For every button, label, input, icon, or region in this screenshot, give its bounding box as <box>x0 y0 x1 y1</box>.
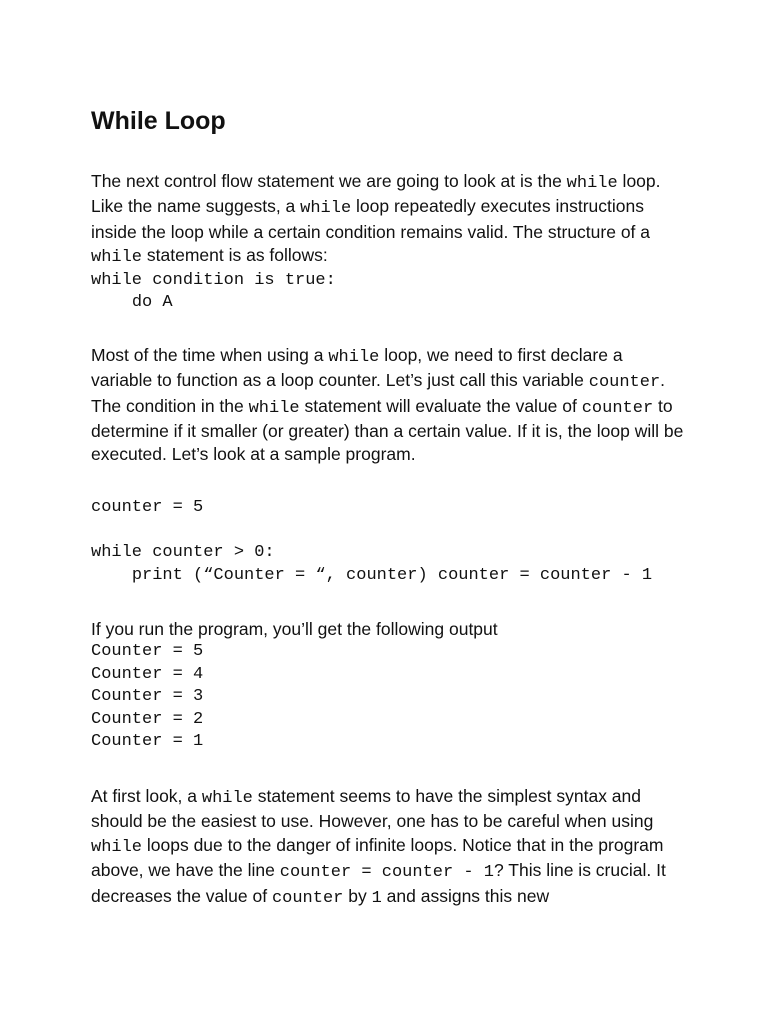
output-intro-paragraph: If you run the program, you’ll get the following output <box>91 618 498 639</box>
inline-code: counter = counter - 1 <box>279 863 494 883</box>
text-run: by <box>343 885 372 906</box>
text-run: and assigns this new <box>381 885 550 906</box>
inline-code: while <box>248 398 300 418</box>
text-run: loops due to the danger of infinite loops. Notice that in the program above, we have the line <box>91 834 664 881</box>
structure-code-block: while condition is true: do A <box>91 270 336 313</box>
inline-code: while <box>91 248 143 268</box>
text-run: statement is as follows: <box>142 245 328 266</box>
text-run: statement will evaluate the value of <box>299 395 582 416</box>
text-run: loop. Like the name suggests, a <box>91 171 661 217</box>
spacer <box>91 754 687 785</box>
inline-code: counter <box>271 888 344 908</box>
program-output-block: Counter = 5 Counter = 4 Counter = 3 Counter = 2 Counter = 1 <box>91 642 204 752</box>
inline-code: counter <box>581 398 654 418</box>
counter-paragraph <box>91 344 687 467</box>
spacer <box>91 315 687 344</box>
text-run: . The condition in the <box>91 370 666 416</box>
inline-code: while <box>201 789 253 808</box>
inline-code: 1 <box>371 888 382 908</box>
text-run: Most of the time when using a <box>91 344 329 365</box>
infinite-loop-paragraph <box>91 785 687 910</box>
text-run: to determine if it smaller (or greater) than a certain value. If it is, the loop will be executed. Let’s look at a sample program. <box>91 395 684 465</box>
inline-code: while <box>91 837 143 857</box>
text-run: At first look, a <box>91 786 202 806</box>
text-run: loop, we need to first declare a variable to function as a loop counter. Let’s just call this variable <box>91 344 623 391</box>
inline-code: while <box>300 199 352 219</box>
spacer <box>91 519 687 542</box>
inline-code: while <box>328 347 380 367</box>
text-run: statement seems to have the simplest syntax and should be the easiest to use. However, one has to be careful when using <box>91 786 654 832</box>
page-title: While Loop <box>91 107 226 135</box>
loop-code-block: while counter > 0: print (“Counter = “, counter) counter = counter - 1 <box>91 543 653 586</box>
text-run: The next control flow statement we are going to look at is the <box>91 171 567 191</box>
spacer <box>91 588 687 618</box>
text-run: ? This line is crucial. It decreases the value of <box>91 860 666 906</box>
inline-code: counter <box>588 373 661 393</box>
assign-code-block: counter = 5 <box>91 497 204 517</box>
inline-code: while <box>566 174 618 193</box>
document-body <box>91 106 687 910</box>
text-run: loop repeatedly executes instructions inside the loop while a certain condition remains valid. The structure of a <box>91 196 651 242</box>
spacer <box>91 467 687 497</box>
intro-paragraph <box>91 170 687 270</box>
